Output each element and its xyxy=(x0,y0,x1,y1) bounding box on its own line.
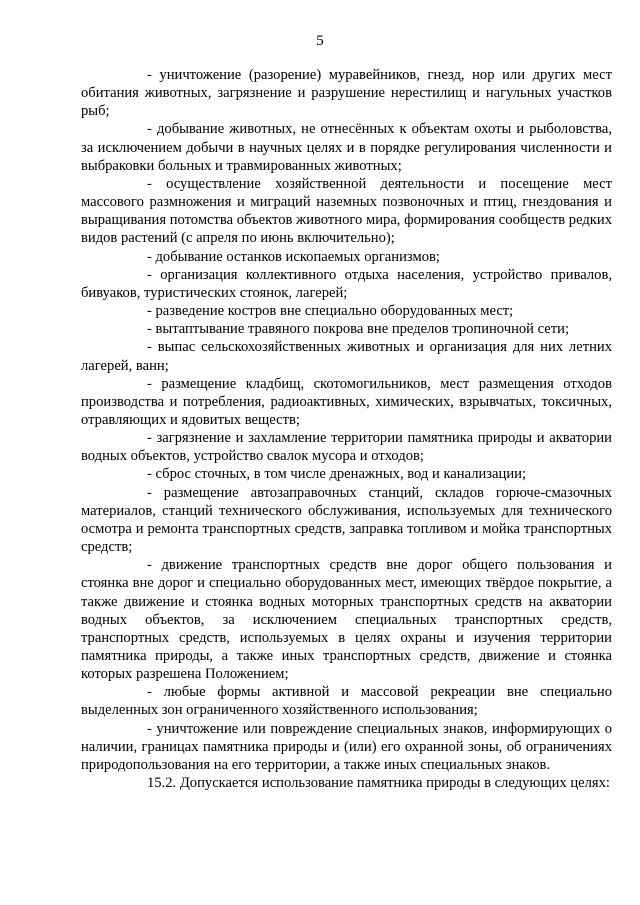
list-item-cemeteries-waste: - размещение кладбищ, скотомогильников, мест размещения отходов производства и потребления, радиоактивных, химических, взрывчатых, токсичных, отравляющих и ядовитых веществ; xyxy=(81,375,612,428)
section-15-2-paragraph: 15.2. Допускается использование памятника природы в следующих целях: xyxy=(147,775,610,792)
list-item-bonfires: - разведение костров вне специально оборудованных мест; xyxy=(147,303,514,320)
list-item-grazing: - выпас сельскохозяйственных животных и организация для них летних лагерей, ванн; xyxy=(81,339,612,374)
list-item-vehicle-movement: - движение транспортных средств вне дорог общего пользования и стоянка вне дорог и специально оборудованных мест, имеющих твёрдое покрытие, а также движение и стоянка водных моторных транспортных средств на акватории водных объектов, за исключением специальных транспортных средств, транспортных средств, используемых в целях охраны и изучения территории памятника природы, а также иных транспортных средств, движение и стоянка которых разрешена Положением; xyxy=(81,557,612,683)
document-body xyxy=(81,66,612,792)
list-item-trampling: - вытаптывание травяного покрова вне пределов тропиночной сети; xyxy=(147,321,570,338)
list-item-breeding-sites: - осуществление хозяйственной деятельности и посещение мест массового размножения и миграций наземных позвоночных и птиц, гнездования и выращивания потомства объектов животного мира, формирования сообществ редких видов растений (с апреля по июнь включительно); xyxy=(81,175,612,247)
list-item-recreation-camps: - организация коллективного отдыха населения, устройство привалов, бивуаков, туристических стоянок, лагерей; xyxy=(81,266,612,301)
list-item-fossils: - добывание останков ископаемых организмов; xyxy=(147,248,440,265)
list-item-anthills: - уничтожение (разорение) муравейников, гнезд, нор или других мест обитания животных, загрязнение и разрушение нерестилищ и нагульных участков рыб; xyxy=(81,67,612,120)
list-item-pollution: - загрязнение и захламление территории памятника природы и акватории водных объектов, устройство свалок мусора и отходов; xyxy=(81,430,612,465)
page-number: 5 xyxy=(316,33,324,49)
list-item-animal-hunting: - добывание животных, не отнесённых к объектам охоты и рыболовства, за исключением добычи в научных целях и в порядке регулирования численности и выбраковки больных и травмированных животных; xyxy=(81,121,612,174)
list-item-mass-recreation: - любые формы активной и массовой рекреации вне специально выделенных зон ограниченного хозяйственного использования; xyxy=(81,684,612,719)
list-item-sewage: - сброс сточных, в том числе дренажных, вод и канализации; xyxy=(147,466,527,483)
list-item-signs-damage: - уничтожение или повреждение специальных знаков, информирующих о наличии, границах памятника природы и (или) его охранной зоны, об ограничениях природопользования на его территории, а также иных специальных знаков. xyxy=(81,720,612,773)
list-item-fuel-stations: - размещение автозаправочных станций, складов горюче-смазочных материалов, станций технического обслуживания, используемых для технического осмотра и ремонта транспортных средств, заправка топливом и мойка транспортных средств; xyxy=(81,484,612,556)
